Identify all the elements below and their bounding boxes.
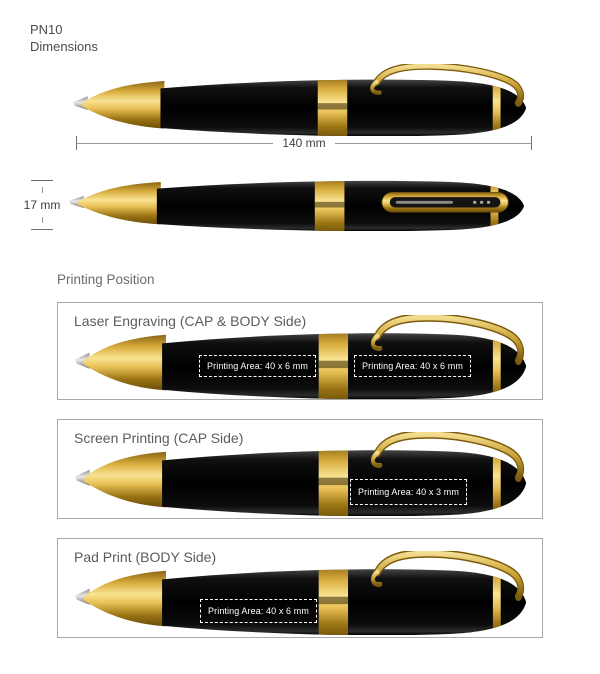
printing-area-size: Printing Area: 40 x 6 mm — [207, 361, 308, 371]
dimension-line — [42, 217, 43, 223]
diameter-value: 17 mm — [23, 198, 61, 212]
printing-area-cap-side — [350, 479, 467, 505]
dimensions-heading: Dimensions — [30, 38, 98, 54]
pen-photo-top-view — [72, 64, 534, 136]
length-value: 140 mm — [282, 136, 326, 150]
dimension-line — [335, 143, 531, 144]
printing-area-size: Printing Area: 40 x 6 mm — [208, 606, 309, 616]
pad-print-panel — [57, 538, 543, 638]
dimension-line — [42, 187, 43, 193]
printing-area-body-side — [199, 355, 316, 377]
screen-printing-panel — [57, 419, 543, 519]
pad-print-label: Pad Print (BODY Side) — [74, 549, 217, 565]
product-code: PN10 — [30, 22, 63, 37]
dimension-tick-top — [31, 180, 53, 181]
printing-area-cap-side — [354, 355, 471, 377]
dimension-line — [77, 143, 273, 144]
printing-area-body-side — [200, 599, 317, 623]
printing-position-heading: Printing Position — [57, 272, 155, 287]
diameter-dimension — [18, 180, 66, 230]
printing-area-size: Printing Area: 40 x 6 mm — [362, 361, 463, 371]
length-dimension — [76, 136, 532, 150]
pen-photo-side-view — [68, 167, 532, 231]
product-header — [30, 22, 98, 56]
laser-engraving-label: Laser Engraving (CAP & BODY Side) — [74, 313, 307, 329]
dimension-tick-bottom — [31, 229, 53, 230]
dimension-tick-right — [531, 136, 532, 150]
laser-engraving-panel — [57, 302, 543, 400]
printing-area-size: Printing Area: 40 x 3 mm — [358, 487, 459, 497]
screen-printing-label: Screen Printing (CAP Side) — [74, 430, 244, 446]
